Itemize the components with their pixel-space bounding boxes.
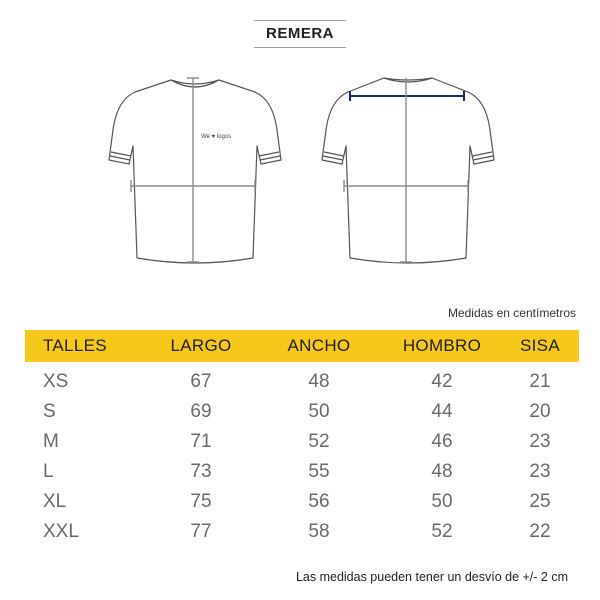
cell-largo: 75 [190, 491, 212, 512]
table-row [25, 517, 579, 547]
table-row [25, 367, 579, 397]
title-block [254, 20, 346, 50]
tshirt-front-diagram [105, 68, 285, 278]
cell-hombro: 44 [431, 401, 453, 422]
cell-sisa: 21 [529, 371, 551, 392]
cell-size: XL [43, 491, 67, 512]
cell-ancho: 56 [308, 491, 330, 512]
cell-size: S [43, 401, 56, 422]
cell-size: XXL [43, 521, 79, 542]
cell-largo: 77 [190, 521, 212, 542]
cell-ancho: 50 [308, 401, 330, 422]
cell-sisa: 25 [529, 491, 551, 512]
table-row [25, 457, 579, 487]
front-logo-text: We ♥ logos [201, 134, 232, 140]
cell-largo: 69 [190, 401, 212, 422]
cell-largo: 73 [190, 461, 212, 482]
header-largo: LARGO [170, 336, 232, 355]
page-title: REMERA [265, 25, 334, 42]
cell-ancho: 48 [308, 371, 330, 392]
cell-sisa: 23 [529, 431, 551, 452]
units-note: Medidas en centímetros [447, 306, 576, 320]
cell-size: L [43, 461, 54, 482]
cell-hombro: 50 [431, 491, 453, 512]
cell-sisa: 23 [529, 461, 551, 482]
tolerance-note: Las medidas pueden tener un desvío de +/- 2 cm [295, 570, 568, 584]
cell-hombro: 42 [431, 371, 453, 392]
cell-ancho: 58 [308, 521, 330, 542]
size-table [25, 330, 579, 547]
cell-sisa: 22 [529, 521, 551, 542]
shoulder-measure-line [350, 91, 464, 101]
cell-sisa: 20 [529, 401, 551, 422]
cell-hombro: 52 [431, 521, 453, 542]
header-ancho: ANCHO [287, 336, 351, 355]
title-bottom-rule [254, 47, 346, 48]
cell-hombro: 48 [431, 461, 453, 482]
tshirt-back-diagram [318, 68, 498, 278]
cell-ancho: 55 [308, 461, 330, 482]
table-row [25, 397, 579, 427]
size-table-header [25, 330, 579, 362]
cell-largo: 67 [190, 371, 212, 392]
cell-size: M [43, 431, 59, 452]
header-sisa: SISA [520, 336, 560, 355]
header-hombro: HOMBRO [402, 336, 482, 355]
cell-ancho: 52 [308, 431, 330, 452]
cell-largo: 71 [190, 431, 212, 452]
cell-size: XS [43, 371, 69, 392]
table-row [25, 427, 579, 457]
cell-hombro: 46 [431, 431, 453, 452]
header-talles: TALLES [43, 336, 107, 355]
table-row [25, 487, 579, 517]
